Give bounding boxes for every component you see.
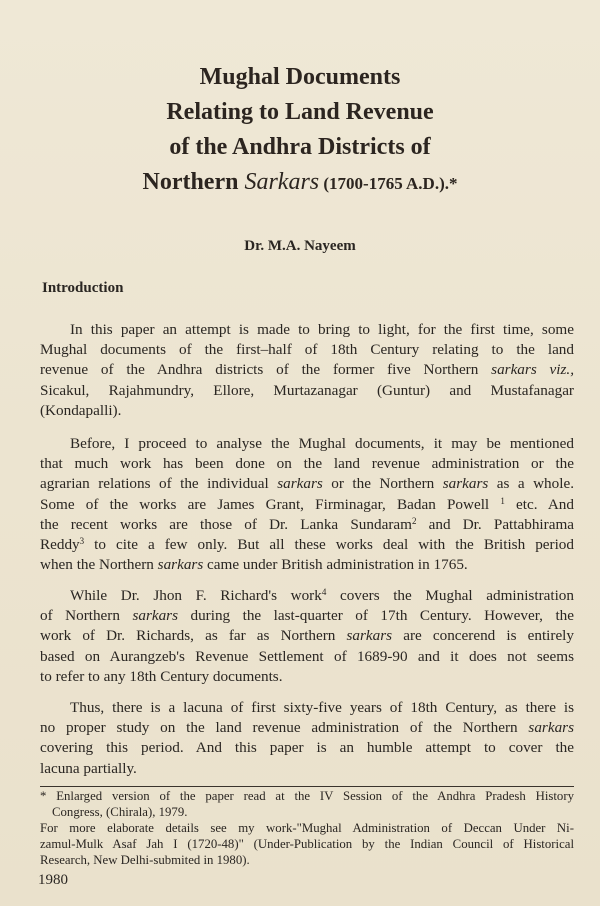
page-number: 1980 [38,872,68,888]
title-line-2: Relating to Land Revenue [166,99,434,125]
section-heading: Introduction [42,280,124,296]
author-name: Dr. M.A. Nayeem [244,238,356,254]
footnote-divider [40,786,574,787]
title-line-3: of the Andhra Districts of [169,134,431,160]
paragraph-1: In this paper an attempt is made to bring to light, for the first time, some Mughal documents of the first–half of 18th Century relating to the land revenue of the Andhra districts of the former five Northern sarkars viz., Sicakul, Rajahmundry, Ellore, Murtazanagar (Guntur) and Mustafanagar (Kondapalli). [40,321,575,419]
footnote: * Enlarged version of the paper read at the IV Session of the Andhra Pradesh History Congress, (Chirala), 1979. For more elaborate details see my work-"Mughal Administration of Deccan Under Ni- zamul-Mulk Asaf Jah I (1720-48)" (Under-Publication by the Indian Council of Historical Research, New Delhi-submited in 1980). [40,789,574,867]
title-line-4: Northern Sarkars (1700-1765 A.D.).* [142,169,458,195]
paragraph-4: Thus, there is a lacuna of first sixty-five years of 18th Century, as there is no proper study on the land revenue administration of the Northern sarkars covering this period. And this paper is an humble attempt to cover the lacuna partially. [40,699,574,777]
paragraph-3: While Dr. Jhon F. Richard's work$^4$ covers the Mughal administration of Northern sarkars during the last-quarter of 17th Century. However, the work of Dr. Richards, as far as Northern sarkars are concerend is entirely based on Aurangzeb's Revenue Settlement of 1689-90 and it does not seems to refer to any 18th Century documents. [40,587,574,685]
title-line-1: Mughal Documents [199,64,401,90]
article-title [60,60,540,201]
paragraph-2: Before, I proceed to analyse the Mughal documents, it may be mentioned that much work has been done on the land revenue administration or the agrarian relations of the individual sarkars or the Northern sarkars as a whole. Some of the works are James Grant, Firminagar, Badan Powell $^1$ etc. And the recent works are those of Dr. Lanka Sundaram$^2$ and Dr. Pattabhirama Reddy$^3$ to cite a few only. But all these works deal with the British period when the Northern sarkars came under British administration in 1765. [40,435,575,574]
